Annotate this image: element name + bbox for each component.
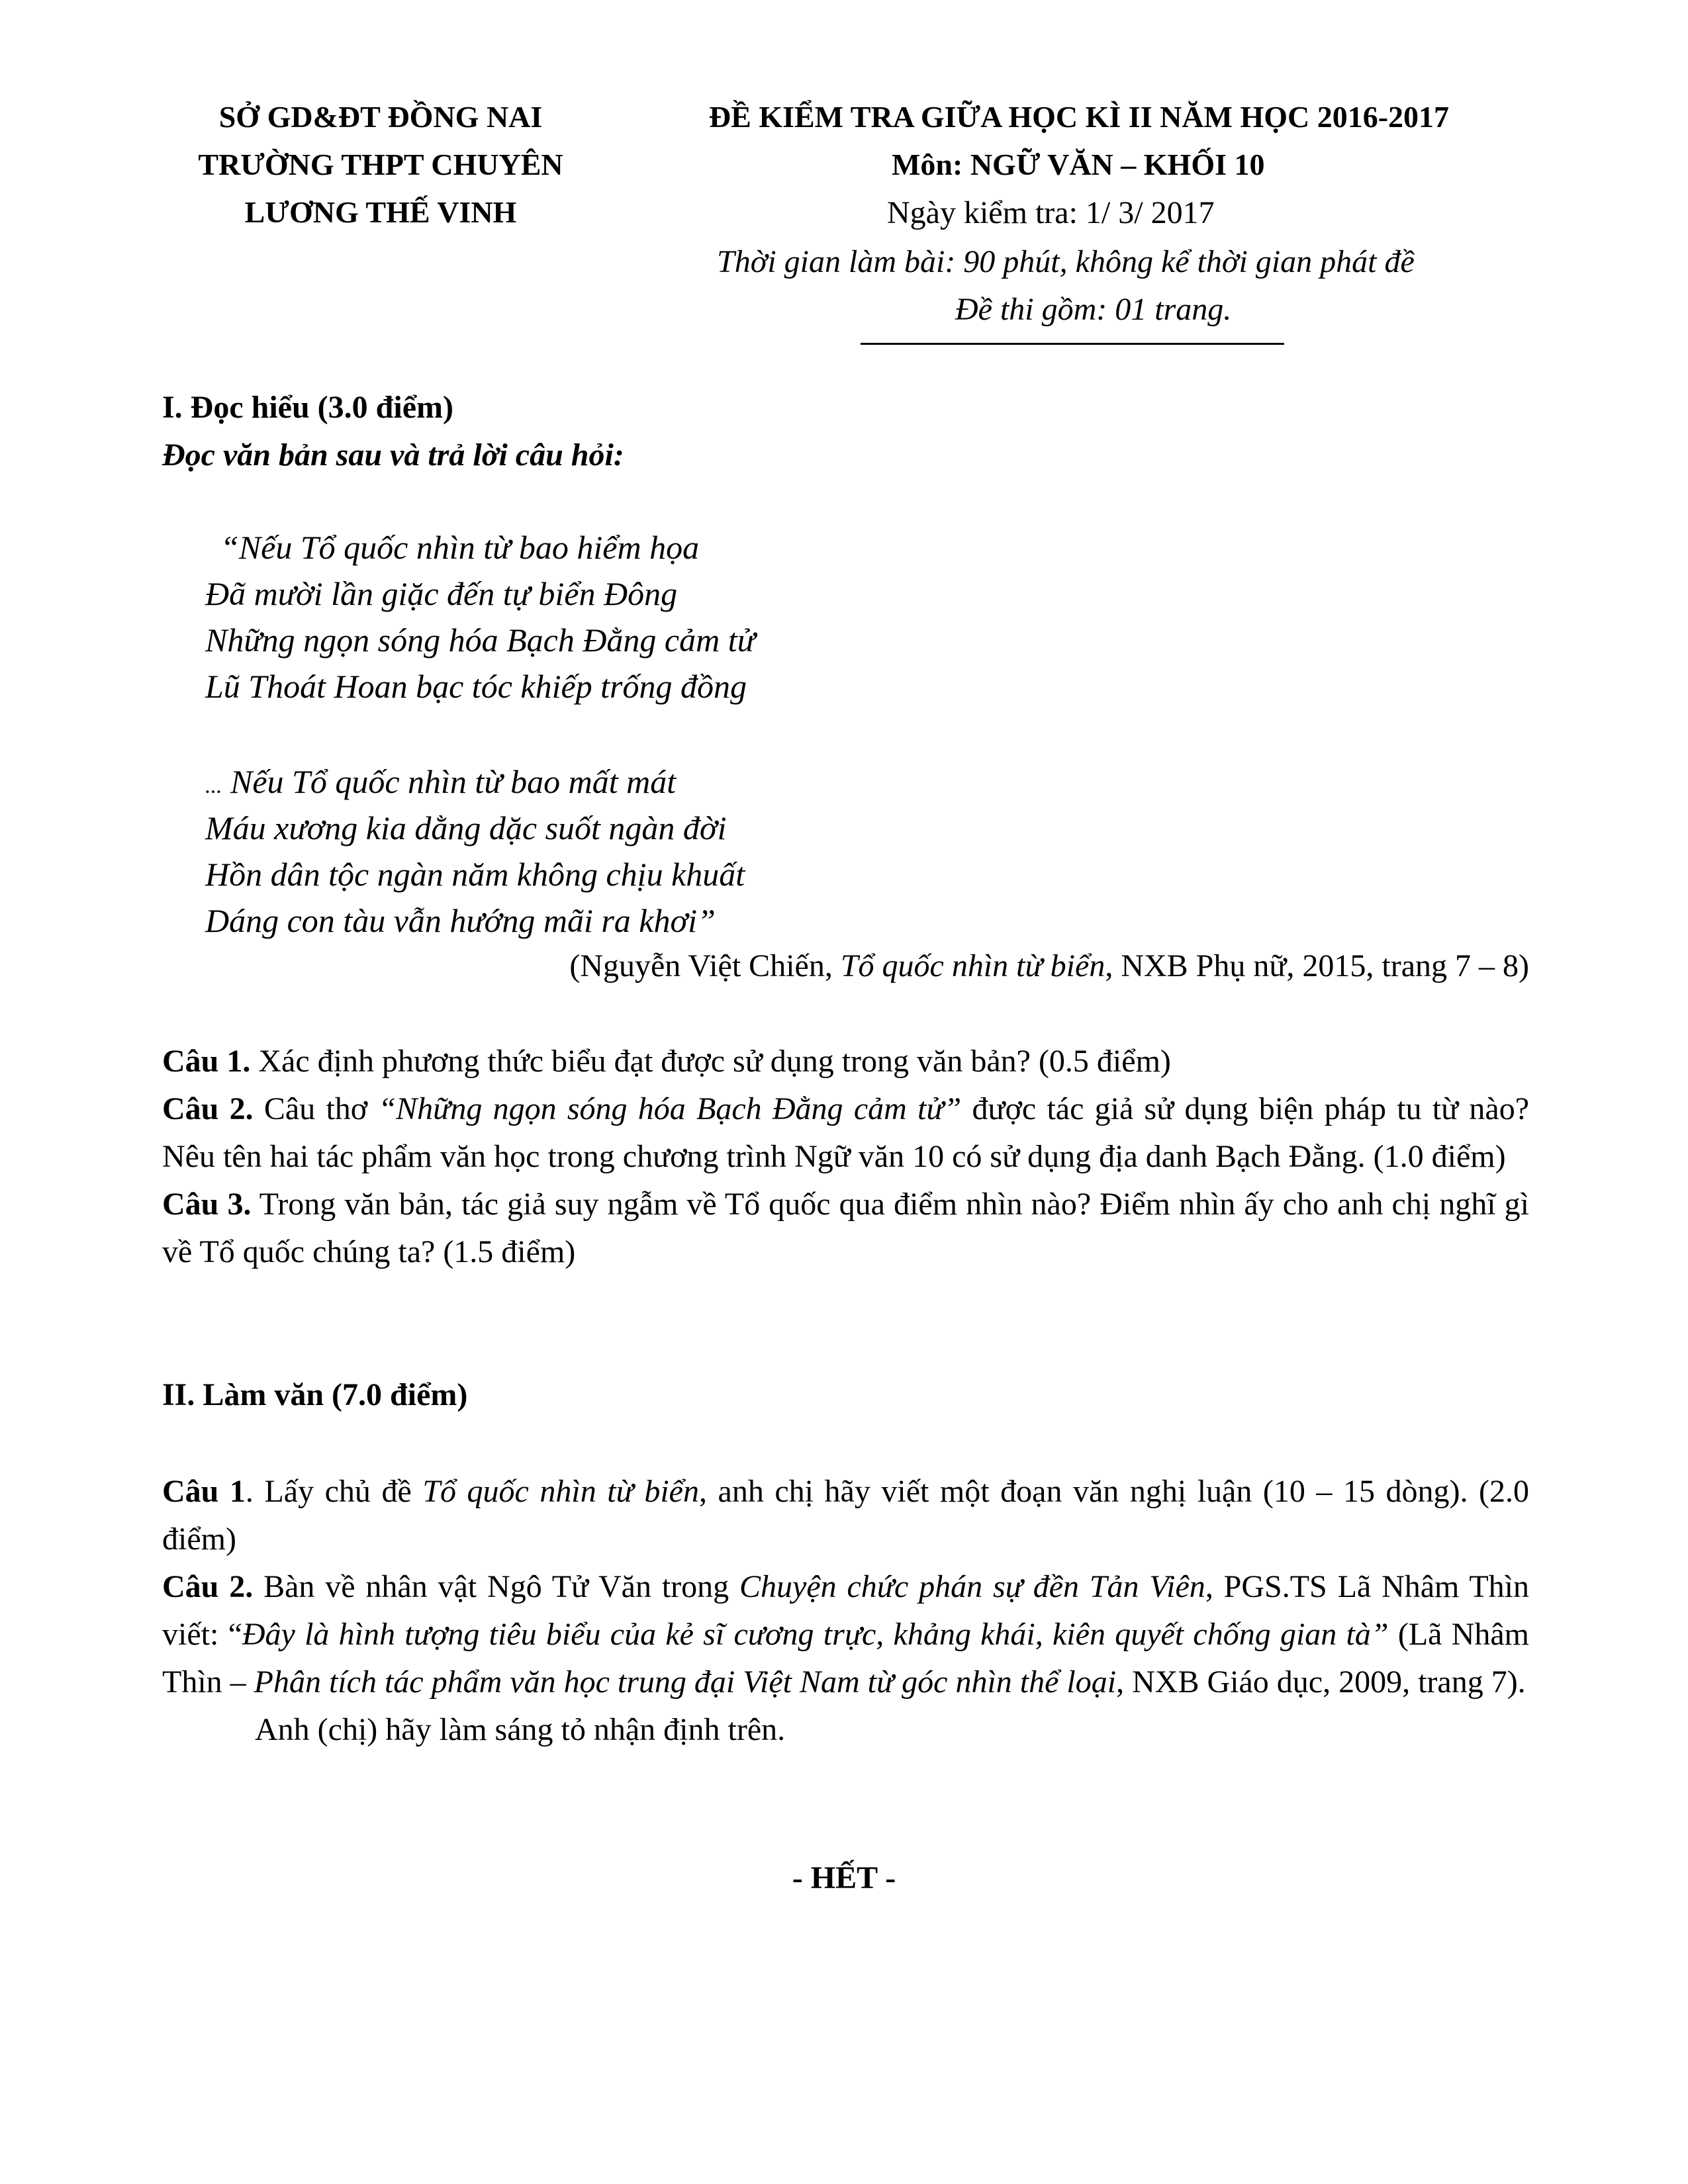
question-2-2-task: Anh (chị) hãy làm sáng tỏ nhận định trên. <box>255 1712 786 1747</box>
school-name-line1: TRƯỜNG THPT CHUYÊN <box>198 148 563 181</box>
question-1-2 <box>162 1085 1529 1181</box>
question-text: Xác định phương thức biểu đạt được sử dụng trong văn bản? (0.5 điểm) <box>250 1044 1171 1079</box>
question-label: Câu 1. <box>162 1044 251 1079</box>
poem-source <box>569 948 1529 984</box>
section1-instruction: Đọc văn bản sau và trả lời câu hỏi: <box>162 437 624 473</box>
question-book: Phân tích tác phẩm văn học trung đại Việt Nam từ góc nhìn thể loại <box>254 1664 1117 1700</box>
section1-title: I. Đọc hiểu (3.0 điểm) <box>162 390 453 425</box>
question-1-1 <box>162 1038 1529 1085</box>
question-label: Câu 3. <box>162 1187 252 1222</box>
question-quote: Đây là hình tượng tiêu biểu của kẻ sĩ cương trực, khảng khái, kiên quyết chống gian tà” <box>242 1617 1389 1652</box>
question-text: Trong văn bản, tác giả suy ngẫm về Tổ quốc qua điểm nhìn nào? Điểm nhìn ấy cho anh chị nghĩ gì về Tổ quốc chúng ta? (1.5 điểm) <box>162 1187 1530 1269</box>
poem-line-1: “Nếu Tổ quốc nhìn từ bao hiểm họa <box>220 529 700 566</box>
question-text: được tác giả sử dụng biện pháp tu từ nào? Nêu tên hai tác phẩm văn học trong chương trình Ngữ văn 10 có sử dụng địa danh Bạch Đằng. (1.0 điểm) <box>162 1091 1530 1174</box>
question-text: , PGS.TS Lã Nhâm Thìn viết: “ <box>162 1569 1530 1652</box>
section1-questions <box>162 1038 1529 1276</box>
section2-questions <box>162 1468 1529 1754</box>
poem-ellipsis: ... <box>205 774 222 798</box>
question-quote: “Những ngọn sóng hóa Bạch Đằng cảm tử” <box>378 1091 962 1126</box>
question-text: Bàn về nhân vật Ngô Tử Văn trong <box>253 1569 740 1604</box>
poem-line-5 <box>205 762 676 801</box>
exam-duration: Thời gian làm bài: 90 phút, không kể thời gian phát đề <box>717 244 1415 279</box>
question-1-3 <box>162 1181 1529 1276</box>
question-text: . Lấy chủ đề <box>245 1474 423 1509</box>
exam-title: ĐỀ KIỂM TRA GIỮA HỌC KÌ II NĂM HỌC 2016-2017 <box>708 100 1450 134</box>
question-label: Câu 2. <box>162 1569 254 1604</box>
question-text: , anh chị hãy viết một đoạn văn nghị luận (10 – 15 dòng). (2.0 điểm) <box>162 1474 1530 1557</box>
end-mark: - HẾT - <box>792 1860 896 1895</box>
poem-line-7: Hồn dân tộc ngàn năm không chịu khuất <box>205 856 745 893</box>
question-2-1 <box>162 1468 1529 1563</box>
exam-subject: Môn: NGỮ VĂN – KHỐI 10 <box>892 148 1265 181</box>
question-2-2 <box>162 1563 1529 1706</box>
question-text: Câu thơ <box>253 1091 379 1126</box>
poem-line-6: Máu xương kia dằng dặc suốt ngàn đời <box>205 809 727 846</box>
source-author: (Nguyễn Việt Chiến, <box>569 948 841 983</box>
question-topic: Tổ quốc nhìn từ biển <box>422 1474 699 1509</box>
poem-line-4: Lũ Thoát Hoan bạc tóc khiếp trống đồng <box>205 668 747 705</box>
question-label: Câu 2. <box>162 1091 254 1126</box>
school-name-line2: LƯƠNG THẾ VINH <box>244 195 517 229</box>
school-dept: SỞ GD&ĐT ĐỒNG NAI <box>218 100 543 134</box>
poem-line-3: Những ngọn sóng hóa Bạch Đằng cảm tử <box>205 621 755 659</box>
exam-date: Ngày kiểm tra: 1/ 3/ 2017 <box>887 195 1215 230</box>
question-text: (Lã Nhâm Thìn – <box>162 1617 1529 1700</box>
source-publisher: , NXB Phụ nữ, 2015, trang 7 – 8) <box>1105 948 1529 983</box>
question-label: Câu 1 <box>162 1474 246 1509</box>
header-divider <box>861 343 1284 345</box>
poem-line-5-text: Nếu Tổ quốc nhìn từ bao mất mát <box>230 763 677 800</box>
question-work: Chuyện chức phán sự đền Tản Viên <box>739 1569 1205 1604</box>
poem-line-8: Dáng con tàu vẫn hướng mãi ra khơi” <box>205 902 716 939</box>
section2-title: II. Làm văn (7.0 điểm) <box>162 1377 468 1412</box>
source-book: Tổ quốc nhìn từ biển <box>840 948 1105 983</box>
question-text: , NXB Giáo dục, 2009, trang 7). <box>1116 1664 1526 1700</box>
exam-page-count: Đề thi gồm: 01 trang. <box>955 292 1232 327</box>
poem-line-2: Đã mười lần giặc đến tự biển Đông <box>205 575 678 612</box>
